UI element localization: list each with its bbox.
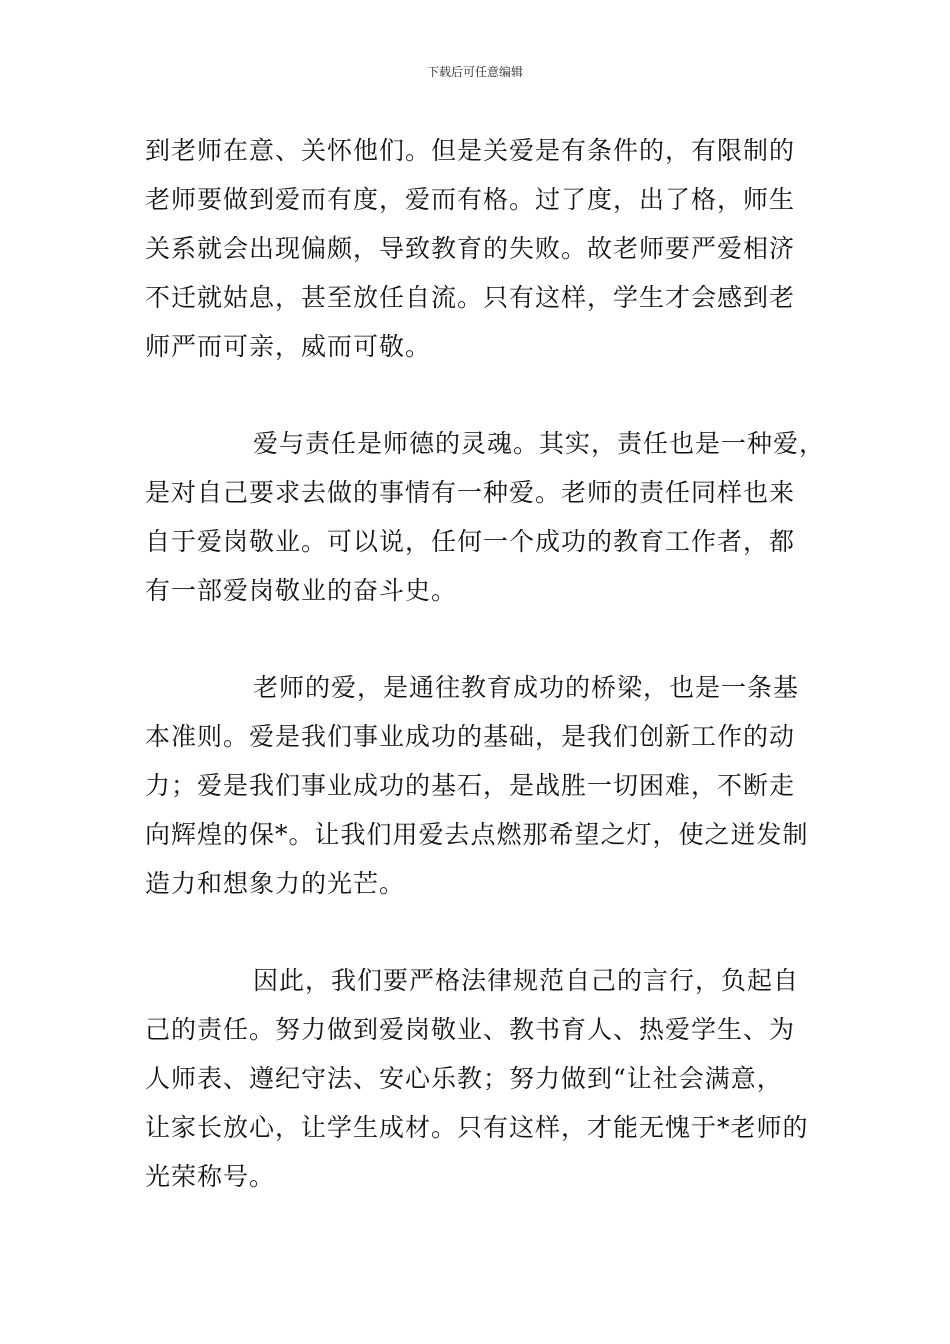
text-line: 不迁就姑息，甚至放任自流。只有这样，学生才会感到老 [145,283,796,312]
text-line: 老师的爱，是通往教育成功的桥梁，也是一条基 [253,673,800,702]
text-line: 爱与责任是师德的灵魂。其实，责任也是一种爱， [253,429,826,458]
text-line: 是对自己要求去做的事情有一种爱。老师的责任同样也来 [145,478,796,507]
text-line: 向辉煌的保*。让我们用爱去点燃那希望之灯，使之迸发制 [145,820,809,849]
document-body [145,126,826,1201]
paragraph-4 [145,956,810,1201]
text-line: 力；爱是我们事业成功的基石，是战胜一切困难，不断走 [145,771,796,800]
text-line: 关系就会出现偏颇，导致教育的失败。故老师要严爱相济 [145,234,796,263]
text-line: 因此，我们要严格法律规范自己的言行，负起自 [253,966,800,995]
paragraph-1 [145,126,810,371]
text-line: 本准则。爱是我们事业成功的基础，是我们创新工作的动 [145,722,796,751]
text-line: 让家长放心，让学生成材。只有这样，才能无愧于*老师的 [145,1113,809,1142]
text-line: 己的责任。努力做到爱岗敬业、教书育人、热爱学生、为 [145,1015,796,1044]
page-header: 下载后可任意编辑 [426,65,523,79]
text-line: 师严而可亲，威而可敬。 [145,332,432,361]
paragraph-3 [145,663,810,908]
text-line: 老师要做到爱而有度，爱而有格。过了度，出了格，师生 [145,185,796,214]
paragraph-spacer [145,615,810,663]
text-line: 到老师在意、关怀他们。但是关爱是有条件的，有限制的 [145,136,796,165]
text-line: 人师表、遵纪守法、安心乐教；努力做到“让社会满意， [145,1064,783,1093]
paragraph-spacer [145,908,810,956]
text-line: 造力和想象力的光芒。 [145,869,406,898]
paragraph-2 [145,419,826,615]
text-line: 自于爱岗敬业。可以说，任何一个成功的教育工作者，都 [145,527,796,556]
paragraph-spacer [145,371,810,419]
text-line: 光荣称号。 [145,1162,276,1191]
text-line: 有一部爱岗敬业的奋斗史。 [145,576,458,605]
